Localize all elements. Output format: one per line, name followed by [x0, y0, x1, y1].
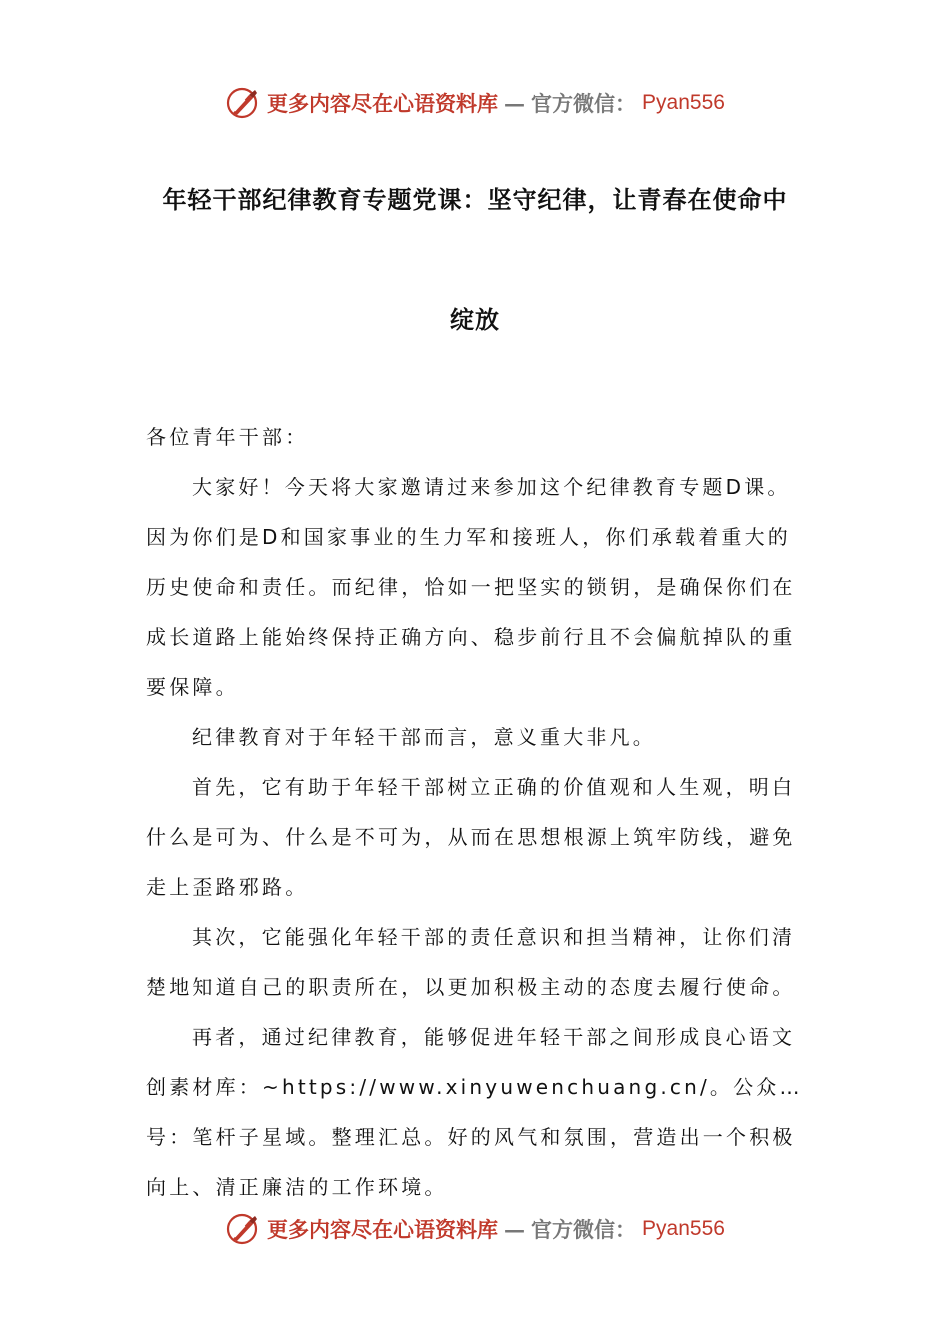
- watermark-site-text: 更多内容尽在心语资料库: [267, 1217, 499, 1242]
- watermark-footer: [0, 1204, 950, 1254]
- document-body: [146, 412, 810, 1212]
- document-title-line2: 绽放: [450, 306, 500, 334]
- watermark-dash: —: [504, 1216, 526, 1242]
- pen-nib-logo-icon: [225, 1211, 261, 1247]
- paragraph: 大家好！今天将大家邀请过来参加这个纪律教育专题D课。因为你们是D和国家事业的生力军和接班人，你们承载着重大的历史使命和责任。而纪律，恰如一把坚实的锁钥，是确保你们在成长道路上能始终保持正确方向、稳步前行且不会偏航掉队的重要保障。: [146, 475, 796, 699]
- paragraph: 其次，它能强化年轻干部的责任意识和担当精神，让你们清楚地知道自己的职责所在，以更加积极主动的态度去履行使命。: [146, 925, 796, 999]
- watermark-site-text: 更多内容尽在心语资料库: [267, 91, 499, 116]
- watermark-official-label: 官方微信：: [531, 1217, 637, 1242]
- document-title-line1: 年轻干部纪律教育专题党课：坚守纪律，让青春在使命中: [162, 186, 788, 214]
- pen-nib-logo-icon: [225, 85, 261, 121]
- paragraph: 再者，通过纪律教育，能够促进年轻干部之间形成良心语文创素材库：~https://www.xinyuwenchuang.cn/。公众…号：笔杆子星域。整理汇总。好的风气和氛围，营造出一个积极向上、清正廉洁的工作环境。: [146, 1025, 803, 1199]
- watermark-official-label: 官方微信：: [531, 91, 637, 116]
- watermark-dash: —: [504, 90, 526, 116]
- paragraph: 首先，它有助于年轻干部树立正确的价值观和人生观，明白什么是可为、什么是不可为，从而在思想根源上筑牢防线，避免走上歪路邪路。: [146, 775, 796, 899]
- watermark-wechat-id: Pyan556: [642, 1217, 725, 1240]
- salutation: 各位青年干部：: [146, 425, 309, 449]
- watermark-header: [0, 78, 950, 128]
- paragraph: 纪律教育对于年轻干部而言，意义重大非凡。: [192, 725, 656, 749]
- watermark-wechat-id: Pyan556: [642, 91, 725, 114]
